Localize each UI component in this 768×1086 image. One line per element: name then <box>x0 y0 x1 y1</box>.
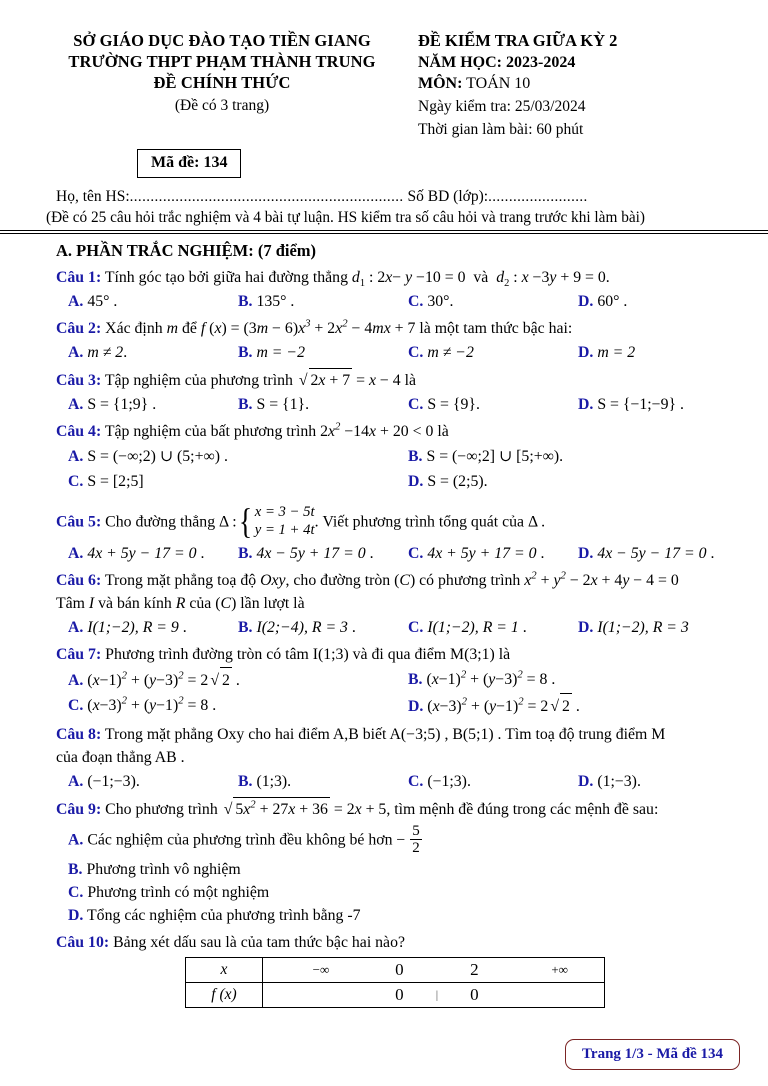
question-5-option-c[interactable]: C. 4x + 5y + 17 = 0 . <box>408 545 545 563</box>
school-name: TRƯỜNG THPT PHẠM THÀNH TRUNG <box>68 52 376 71</box>
document-header <box>0 0 768 141</box>
question-4-text-end: là <box>437 422 449 440</box>
option-letter-a: A. <box>68 447 84 465</box>
option-letter-a: A. <box>68 545 84 563</box>
question-5-option-a-text: 4x + 5y − 17 = 0 <box>87 545 197 563</box>
question-5-text-end: . Viết phương trình tổng quát của Δ . <box>314 512 546 530</box>
option-letter-c: C. <box>408 545 424 563</box>
question-6-option-d[interactable] <box>578 616 748 639</box>
question-4-text: Tập nghiệm của bất phương trình <box>104 422 317 440</box>
sign-table-header-fx-label: f (x) <box>211 985 237 1003</box>
question-9-text-a: Cho phương trình <box>105 801 218 819</box>
option-letter-a: A. <box>68 343 84 361</box>
question-2-option-d-text: m = 2 <box>597 343 636 361</box>
question-8-option-a[interactable]: A. (−1;−3). <box>68 773 140 791</box>
question-4-option-a[interactable]: A. S = (−∞;2) ∪ (5;+∞) . <box>68 447 228 465</box>
question-6-line2-c: của <box>189 595 212 613</box>
question-7-label: Câu 7: <box>56 646 102 664</box>
question-4 <box>56 420 748 443</box>
question-9-option-c[interactable] <box>56 881 748 904</box>
question-1-option-c[interactable]: C. 30°. <box>408 292 454 310</box>
sign-table-row-fx <box>186 982 605 1007</box>
student-name-field[interactable]: .................................................................. <box>129 188 404 205</box>
sign-table-x-pos-inf: +∞ <box>551 961 568 977</box>
question-3-option-c[interactable]: C. S = {9}. <box>408 395 480 413</box>
exam-duration: Thời gian làm bài: 60 phút <box>418 120 584 138</box>
question-5-option-b[interactable]: B. 4x − 5y + 17 = 0 . <box>238 545 374 563</box>
question-5-option-b-text: 4x − 5y + 17 = 0 <box>256 545 366 563</box>
question-8-option-c-text: (−1;3) <box>427 773 467 791</box>
question-1-option-b-text: 135° <box>256 292 287 310</box>
question-9-radical: √ $5x^2 + 27x + 36$ <box>222 797 330 821</box>
sign-table-header-fx <box>186 982 263 1007</box>
option-letter-c: C. <box>408 619 424 637</box>
question-5-text: Cho đường thẳng <box>105 512 216 530</box>
question-2-option-b[interactable] <box>238 341 408 364</box>
question-9-option-b[interactable] <box>56 858 748 881</box>
page-indicator: Trang 1/3 - Mã đề 134 <box>565 1039 740 1070</box>
option-letter-a: A. <box>68 773 84 791</box>
question-6-text-c: có phương trình <box>419 572 521 590</box>
question-10-text: Bảng xét dấu sau là của tam thức bậc hai nào? <box>113 933 405 951</box>
school-year-label: NĂM HỌC: <box>418 53 502 71</box>
exam-code-label: Mã đề: <box>151 153 200 171</box>
question-6-option-a[interactable]: A. I(1;−2), R = 9 . <box>68 619 187 637</box>
question-1-option-a-text: 45° <box>87 292 110 310</box>
option-letter-c: C. <box>68 697 84 715</box>
question-6-option-a-text: I(1;−2), R = 9 <box>87 619 179 637</box>
exam-code-box <box>137 149 241 178</box>
exam-structure-note: (Đề có 25 câu hỏi trắc nghiệm và 4 bài tự luận. HS kiểm tra số câu hỏi và trang trước khi làm bài) <box>46 208 645 226</box>
question-8-option-b[interactable]: B. (1;3). <box>238 773 292 791</box>
question-7-text: Phương trình đường tròn có tâm I(1;3) và đi qua điểm M(3;1) là <box>105 646 511 664</box>
option-letter-a: A. <box>68 619 84 637</box>
question-3-option-a-text: S = {1;9} <box>87 395 149 413</box>
question-6-line2: Tâm I và bán kính R của (C) lần lượt là <box>56 595 305 613</box>
question-8-options <box>56 770 748 793</box>
question-6: Câu 6: Trong mặt phẳng toạ độ Oxy, cho đường tròn (C) có phương trình $x^2 + y^2 - 2x + 4y - 4 = 0$ <box>56 569 679 590</box>
question-2-option-c-text: m ≠ −2 <box>427 343 474 361</box>
school-year-value: 2023-2024 <box>505 53 576 71</box>
sign-table <box>185 957 605 1008</box>
question-5-option-c-text: 4x + 5y + 17 = 0 <box>427 545 537 563</box>
question-5-system: { x = 3 − 5t y = 1 + 4t <box>238 501 315 542</box>
sign-table-header-x-label: x <box>220 960 228 978</box>
question-1-text: Tính góc tạo bởi giữa hai đường thẳng <box>104 268 348 286</box>
question-8-option-a-text: (−1;−3) <box>87 773 136 791</box>
student-info-line <box>0 187 768 207</box>
option-letter-b: B. <box>238 292 253 310</box>
question-2-option-c[interactable] <box>408 341 578 364</box>
question-7-options <box>56 667 748 719</box>
question-5-system-row2: y = 1 + 4t <box>254 522 315 539</box>
sign-table-row-x <box>186 957 605 982</box>
question-10 <box>56 931 748 954</box>
question-5-options <box>56 542 748 565</box>
header-left-column <box>22 30 412 141</box>
question-6-option-d-text: I(1;−2), R = 3 <box>597 619 689 637</box>
sign-table-x-neg-inf: −∞ <box>312 961 330 977</box>
option-letter-b: B. <box>238 773 253 791</box>
student-name-label: Họ, tên HS: <box>56 187 130 205</box>
question-8-option-c[interactable]: C. (−1;3). <box>408 773 471 791</box>
question-7-option-b[interactable]: B. $(x-1)^2 + (y-3)^2 = 8$ . <box>408 668 556 689</box>
question-6-plane: Oxy <box>260 572 286 590</box>
option-letter-d: D. <box>578 545 594 563</box>
question-3-label: Câu 3: <box>56 371 102 389</box>
page-footer <box>565 1039 740 1070</box>
question-7-option-c[interactable]: C. $(x-3)^2 + (y-1)^2 = 8$ . <box>68 694 217 715</box>
question-2-var: m <box>166 319 178 337</box>
question-9-text-b: , tìm mệnh đề đúng trong các mệnh đề sau: <box>386 801 659 819</box>
option-letter-b: B. <box>238 619 253 637</box>
option-letter-d: D. <box>578 343 594 361</box>
exam-code-row <box>0 149 768 178</box>
question-1 <box>56 266 748 289</box>
option-letter-c: C. <box>68 883 84 901</box>
question-4-option-d[interactable]: D. S = (2;5). <box>408 472 488 490</box>
question-3-options <box>56 393 748 416</box>
option-letter-d: D. <box>578 292 594 310</box>
option-letter-d: D. <box>408 472 424 490</box>
question-6-option-b-text: I(2;−4), R = 3 <box>256 619 348 637</box>
sign-table-x-root-2: 2 <box>470 959 479 979</box>
question-2-text-c: là một tam thức bậc hai: <box>419 319 573 337</box>
sign-table-fx-zero-left: 0 <box>395 984 404 1004</box>
header-divider <box>0 230 768 234</box>
question-5-option-d-text: 4x − 5y − 17 = 0 <box>597 545 707 563</box>
question-6-option-b[interactable]: B. I(2;−4), R = 3 . <box>238 619 356 637</box>
option-letter-a: A. <box>68 672 84 690</box>
exam-date: Ngày kiểm tra: 25/03/2024 <box>418 97 586 115</box>
official-exam-label: ĐỀ CHÍNH THỨC <box>153 73 291 92</box>
option-letter-c: C. <box>408 773 424 791</box>
question-1-label: Câu 1: <box>56 268 102 286</box>
option-letter-a: A. <box>68 395 84 413</box>
exam-content <box>0 240 768 1008</box>
question-6-option-c[interactable]: C. I(1;−2), R = 1 . <box>408 619 527 637</box>
question-1-options <box>56 290 748 313</box>
question-6-math: $x^2 + y^2 - 2x + 4y - 4 = 0$ <box>524 569 679 590</box>
question-9-option-b-text: Phương trình vô nghiệm <box>86 860 241 878</box>
question-2-label: Câu 2: <box>56 319 102 337</box>
question-9-option-d[interactable] <box>56 904 748 927</box>
question-3-option-d-text: S = {−1;−9} <box>597 395 677 413</box>
option-letter-d: D. <box>578 395 594 413</box>
question-8-option-b-text: (1;3) <box>256 773 288 791</box>
page-count-note: (Đề có 3 trang) <box>174 97 270 114</box>
question-6-label: Câu 6: <box>56 572 102 590</box>
question-2 <box>56 317 748 340</box>
option-letter-c: C. <box>68 472 84 490</box>
question-2-options <box>56 341 748 364</box>
question-9-label: Câu 9: <box>56 801 102 819</box>
question-9-option-a-text: Các nghiệm của phương trình đều không bé hơn <box>87 831 393 849</box>
question-8-option-d-text: (1;−3) <box>597 773 637 791</box>
question-1-option-d[interactable]: D. 60° . <box>578 292 628 310</box>
option-letter-c: C. <box>408 395 424 413</box>
option-letter-b: B. <box>408 671 423 689</box>
student-id-label: Số BD (lớp): <box>407 187 489 205</box>
option-letter-d: D. <box>578 619 594 637</box>
question-2-option-b-text: m = −2 <box>256 343 305 361</box>
question-3-text: Tập nghiệm của phương trình <box>104 371 293 389</box>
option-letter-c: C. <box>408 343 424 361</box>
question-9: Câu 9: Cho phương trình √ $5x^2 + 27x + 36 = 2x + 5$, tìm mệnh đề đúng trong các mệnh đề sau: <box>56 797 748 821</box>
fraction-numerator: 5 <box>412 823 420 840</box>
sign-table-fx-zero-right: 0 <box>470 984 479 1004</box>
question-1-math: $d_1$ : 2x− y −10 = 0 và $d_2$ : x −3y + 9 = 0. <box>351 268 610 289</box>
question-3: Câu 3: Tập nghiệm của phương trình √ 2x + 7 = x − 4 là <box>56 368 748 392</box>
question-4-option-d-text: S = (2;5) <box>427 472 484 490</box>
fraction-denominator: 2 <box>412 840 420 857</box>
option-letter-d: D. <box>408 698 424 716</box>
question-9-option-d-text: Tổng các nghiệm của phương trình bằng -7 <box>87 906 361 924</box>
question-4-options <box>56 444 748 494</box>
school-year-line <box>418 52 746 74</box>
question-3-option-a[interactable]: A. S = {1;9} . <box>68 395 157 413</box>
question-3-text-end: là <box>404 371 417 389</box>
question-10-label: Câu 10: <box>56 933 110 951</box>
option-letter-c: C. <box>408 292 424 310</box>
question-9-fraction <box>410 823 422 856</box>
question-5-label: Câu 5: <box>56 512 102 530</box>
question-6-options <box>56 616 748 639</box>
exam-title: ĐỀ KIỂM TRA GIỮA KỲ 2 <box>418 31 618 50</box>
question-2-text-b: để <box>181 319 197 337</box>
question-7-option-a[interactable]: A. $(x-1)^2 + (y-3)^2 = 2$ √ 2 . <box>68 667 408 693</box>
question-4-option-c-text: S = [2;5] <box>87 472 144 490</box>
question-4-option-a-text: S = (−∞;2) ∪ (5;+∞) <box>87 447 220 465</box>
question-2-math: f $(x) = (3m - 6)x^3 + 2x^2 - 4mx + 7$ <box>200 317 420 337</box>
question-8 <box>56 723 748 746</box>
question-5-option-d[interactable]: D. 4x − 5y − 17 = 0 . <box>578 545 715 563</box>
sign-table-wrapper <box>56 957 748 1008</box>
question-7 <box>56 643 748 666</box>
question-4-option-b-text: S = (−∞;2] ∪ [5;+∞) <box>426 447 560 465</box>
question-3-option-b[interactable]: B. S = {1}. <box>238 395 310 413</box>
question-4-option-c[interactable] <box>68 469 408 494</box>
question-3-radical: √ 2x + 7 <box>297 368 352 392</box>
question-4-math: $2x^2 -14x + 20 < 0$ <box>320 420 434 440</box>
department-name: SỞ GIÁO DỤC ĐÀO TẠO TIỀN GIANG <box>73 31 371 50</box>
option-letter-a: A. <box>68 292 84 310</box>
option-letter-d: D. <box>578 773 594 791</box>
question-7-option-d[interactable]: D. $(x-3)^2 + (y-1)^2 = 2$ √ 2 . <box>408 693 748 719</box>
question-2-option-d[interactable] <box>578 341 748 364</box>
exam-code-value: 134 <box>203 153 228 171</box>
question-6-text-a: Trong mặt phẳng toạ độ <box>104 572 257 590</box>
option-letter-b: B. <box>238 545 253 563</box>
question-8-text: Trong mặt phẳng Oxy cho hai điểm A,B biết A(−3;5) , B(5;1) . Tìm toạ độ trung điểm M <box>104 726 666 744</box>
subject-line <box>418 73 746 95</box>
question-9-option-a[interactable]: A. Các nghiệm của phương trình đều không bé hơn − $\frac{5}{2}$ <box>68 823 420 857</box>
section-a-title: A. PHẦN TRẮC NGHIỆM: (7 điểm) <box>56 240 317 260</box>
question-4-option-b[interactable]: B. S = (−∞;2] ∪ [5;+∞). <box>408 447 564 465</box>
subject-value: TOÁN 10 <box>466 75 531 92</box>
question-5-system-row1: x = 3 − 5t <box>254 503 315 520</box>
sign-table-fx-values <box>263 982 605 1007</box>
question-4-label: Câu 4: <box>56 422 102 440</box>
option-letter-b: B. <box>408 447 423 465</box>
question-6-line2-end: lần lượt là <box>240 595 305 613</box>
sign-table-header-x <box>186 957 263 982</box>
question-1-option-c-text: 30° <box>427 292 450 310</box>
option-letter-b: B. <box>238 343 253 361</box>
question-6-option-c-text: I(1;−2), R = 1 <box>427 619 519 637</box>
question-9-option-c-text: Phương trình có một nghiệm <box>87 883 270 901</box>
sign-table-fx-bar: | <box>435 987 439 1001</box>
question-5: Câu 5: Cho đường thẳng Δ : { x = 3 − 5t y = 1 + 4t . Viết phương trình tổng quát của Δ . <box>56 501 546 542</box>
student-id-field[interactable]: ........................ <box>488 188 588 205</box>
sign-table-x-values <box>263 957 605 982</box>
question-2-text-a: Xác định <box>105 319 163 337</box>
question-5-option-a[interactable]: A. 4x + 5y − 17 = 0 . <box>68 545 205 563</box>
question-6-text-b: , cho đường tròn <box>285 572 391 590</box>
sign-table-x-root-0: 0 <box>395 959 404 979</box>
question-1-option-d-text: 60° <box>597 292 620 310</box>
option-letter-b: B. <box>238 395 253 413</box>
question-2-option-a[interactable]: A. m ≠ 2. <box>68 343 128 361</box>
question-1-option-a[interactable]: A. 45° . <box>68 292 118 310</box>
question-3-option-b-text: S = {1} <box>256 395 306 413</box>
option-letter-b: B. <box>68 860 83 878</box>
option-letter-a: A. <box>68 831 84 849</box>
question-8-label: Câu 8: <box>56 726 102 744</box>
question-6-line2-b: và bán kính <box>98 595 172 613</box>
question-8-option-d[interactable]: D. (1;−3). <box>578 773 641 791</box>
subject-label: MÔN: <box>418 75 463 92</box>
question-6-line2-a: Tâm <box>56 595 85 613</box>
question-8-line2: của đoạn thẳng AB . <box>56 749 185 767</box>
question-2-option-a-text: m ≠ 2 <box>87 343 124 361</box>
question-3-option-d[interactable]: D. S = {−1;−9} . <box>578 395 684 413</box>
question-3-option-c-text: S = {9} <box>427 395 476 413</box>
header-right-column <box>412 30 746 141</box>
question-1-option-b[interactable]: B. 135° . <box>238 292 295 310</box>
option-letter-d: D. <box>68 906 84 924</box>
